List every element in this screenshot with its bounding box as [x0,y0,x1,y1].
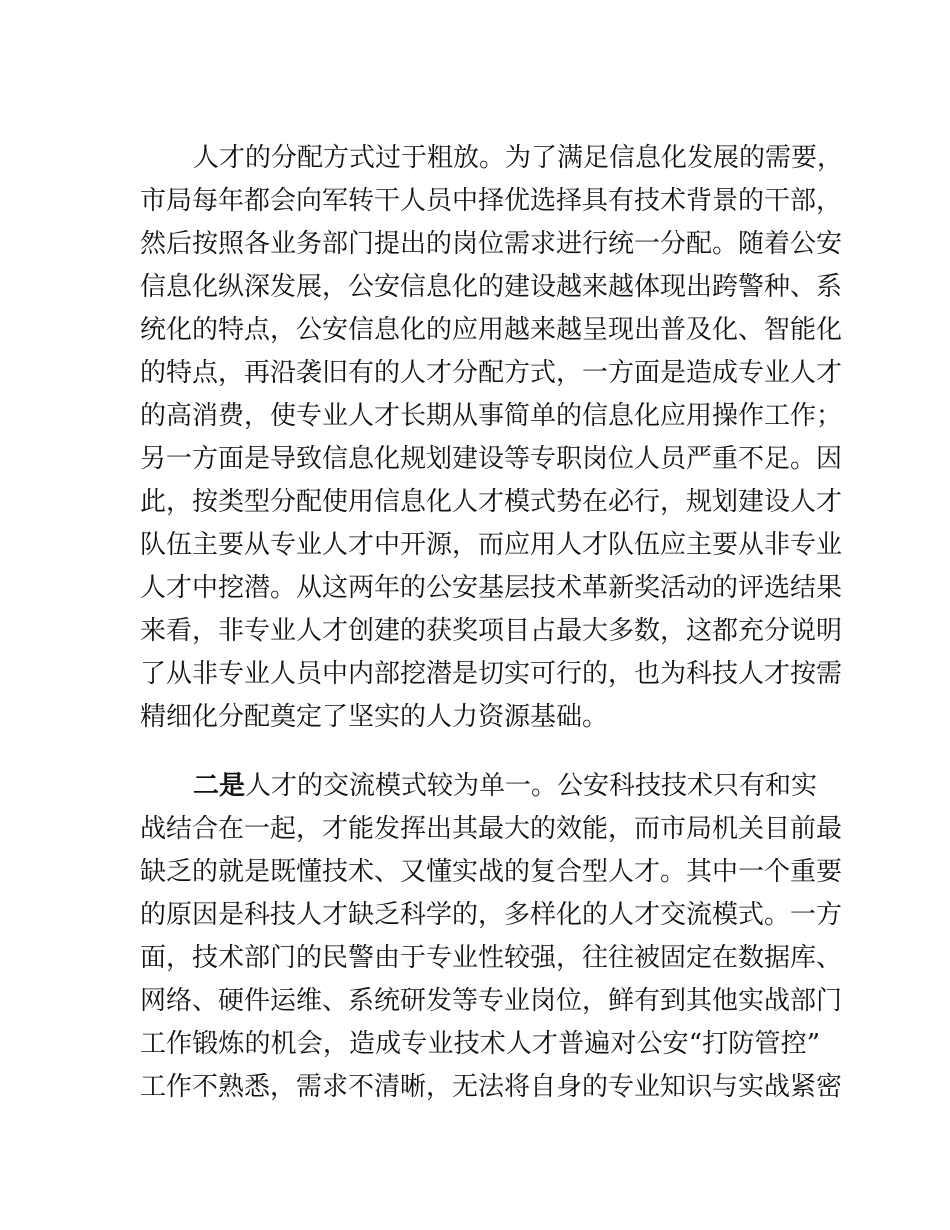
paragraph-1-line: 来看，非专业人才创建的获奖项目占最大多数，这都充分说明 [140,616,843,646]
paragraph-1-line: 队伍主要从专业人才中开源，而应用人才队伍应主要从非专业 [140,530,843,560]
paragraph-2-line: 面，技术部门的民警由于专业性较强，往往被固定在数据库、 [140,943,843,973]
paragraph-1-line: 精细化分配奠定了坚实的人力资源基础。 [140,702,609,732]
paragraph-1-line: 人才中挖潜。从这两年的公安基层技术革新奖活动的评选结果 [140,573,843,603]
paragraph-2-line: 战结合在一起，才能发挥出其最大的效能，而市局机关目前最 [140,814,843,844]
paragraph-2-line: 工作不熟悉，需求不清晰，无法将自身的专业知识与实战紧密 [140,1072,843,1102]
paragraph-2-first-line [193,766,818,806]
paragraph-1-line: 的高消费，使专业人才长期从事简单的信息化应用操作工作； [140,401,843,431]
paragraph-1-line: 然后按照各业务部门提出的岗位需求进行统一分配。随着公安 [140,229,843,259]
paragraph-2-first-line-text: 人才的交流模式较为单一。公安科技技术只有和实 [245,771,818,801]
paragraph-2-line: 的原因是科技人才缺乏科学的，多样化的人才交流模式。一方 [140,900,843,930]
paragraph-1-line: 另一方面是导致信息化规划建设等专职岗位人员严重不足。因 [140,444,843,474]
paragraph-1-line: 市局每年都会向军转干人员中择优选择具有技术背景的干部， [140,186,843,216]
paragraph-1-line: 此，按类型分配使用信息化人才模式势在必行，规划建设人才 [140,487,843,517]
paragraph-1-line: 统化的特点，公安信息化的应用越来越呈现出普及化、智能化 [140,315,843,345]
paragraph-2-lead: 二是 [193,771,246,801]
paragraph-1-line: 了从非专业人员中内部挖潜是切实可行的，也为科技人才按需 [140,659,843,689]
paragraph-1-line: 人才的分配方式过于粗放。为了满足信息化发展的需要， [193,143,844,173]
paragraph-2-line: 缺乏的就是既懂技术、又懂实战的复合型人才。其中一个重要 [140,857,843,887]
paragraph-2-line: 网络、硬件运维、系统研发等专业岗位，鲜有到其他实战部门 [140,986,843,1016]
paragraph-1-line: 的特点，再沿袭旧有的人才分配方式，一方面是造成专业人才 [140,358,843,388]
paragraph-1-line: 信息化纵深发展，公安信息化的建设越来越体现出跨警种、系 [140,272,843,302]
paragraph-2-line: 工作锻炼的机会，造成专业技术人才普遍对公安“打防管控” [140,1029,820,1059]
